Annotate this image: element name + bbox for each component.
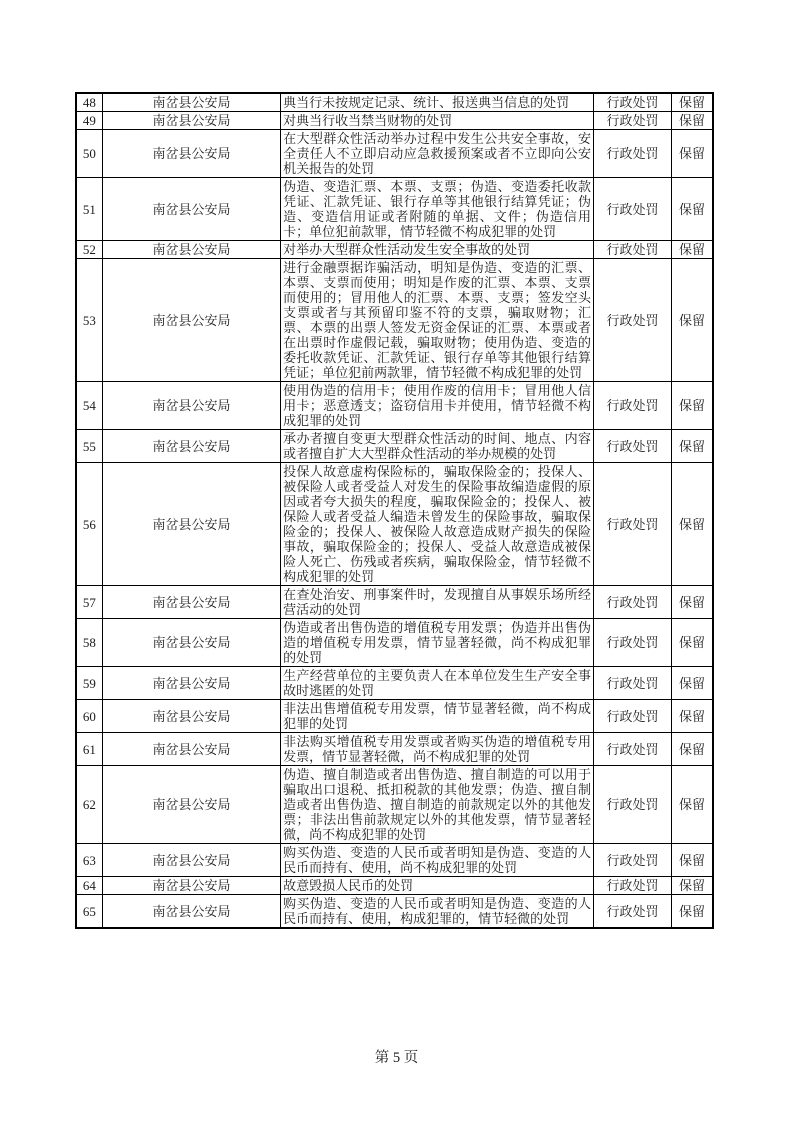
penalty-type-cell: 行政处罚 xyxy=(593,463,671,586)
row-number-cell: 61 xyxy=(76,733,102,766)
agency-cell: 南岔县公安局 xyxy=(102,241,280,259)
penalty-items-table xyxy=(75,92,714,929)
penalty-item-cell: 购买伪造、变造的人民币或者明知是伪造、变造的人民币而持有、使用，构成犯罪的，情节轻微的处罚 xyxy=(281,895,594,929)
row-number-cell: 57 xyxy=(76,586,102,619)
penalty-type-cell: 行政处罚 xyxy=(593,382,671,430)
retention-status-cell: 保留 xyxy=(671,844,713,877)
penalty-type-cell: 行政处罚 xyxy=(593,93,671,112)
agency-cell: 南岔县公安局 xyxy=(102,733,280,766)
retention-status-cell: 保留 xyxy=(671,667,713,700)
row-number-cell: 51 xyxy=(76,178,102,241)
agency-cell: 南岔县公安局 xyxy=(102,667,280,700)
penalty-item-cell: 典当行未按规定记录、统计、报送典当信息的处罚 xyxy=(281,93,594,112)
row-number-cell: 50 xyxy=(76,130,102,178)
retention-status-cell: 保留 xyxy=(671,766,713,844)
row-number-cell: 58 xyxy=(76,619,102,667)
penalty-item-cell: 伪造或者出售伪造的增值税专用发票；伪造并出售伪造的增值税专用发票，情节显著轻微，尚不构成犯罪的处罚 xyxy=(281,619,594,667)
table-row xyxy=(76,844,713,877)
table-row xyxy=(76,877,713,895)
table-row xyxy=(76,130,713,178)
agency-cell: 南岔县公安局 xyxy=(102,895,280,929)
agency-cell: 南岔县公安局 xyxy=(102,178,280,241)
agency-cell: 南岔县公安局 xyxy=(102,586,280,619)
table-row xyxy=(76,259,713,382)
retention-status-cell: 保留 xyxy=(671,241,713,259)
penalty-item-cell: 购买伪造、变造的人民币或者明知是伪造、变造的人民币而持有、使用，尚不构成犯罪的处罚 xyxy=(281,844,594,877)
table-row xyxy=(76,463,713,586)
retention-status-cell: 保留 xyxy=(671,93,713,112)
agency-cell: 南岔县公安局 xyxy=(102,112,280,130)
table-row xyxy=(76,895,713,929)
penalty-item-cell: 伪造、擅自制造或者出售伪造、擅自制造的可以用于骗取出口退税、抵扣税款的其他发票；伪造、擅自制造或者出售伪造、擅自制造的前款规定以外的其他发票；非法出售前款规定以外的其他发票，情节显著轻微，尚不构成犯罪的处罚 xyxy=(281,766,594,844)
table-row xyxy=(76,112,713,130)
agency-cell: 南岔县公安局 xyxy=(102,463,280,586)
retention-status-cell: 保留 xyxy=(671,586,713,619)
row-number-cell: 65 xyxy=(76,895,102,929)
penalty-item-cell: 承办者擅自变更大型群众性活动的时间、地点、内容或者擅自扩大大型群众性活动的举办规模的处罚 xyxy=(281,430,594,463)
table-row xyxy=(76,178,713,241)
row-number-cell: 60 xyxy=(76,700,102,733)
retention-status-cell: 保留 xyxy=(671,259,713,382)
agency-cell: 南岔县公安局 xyxy=(102,430,280,463)
page-number-footer: 第 5 页 xyxy=(374,1050,419,1066)
agency-cell: 南岔县公安局 xyxy=(102,844,280,877)
agency-cell: 南岔县公安局 xyxy=(102,619,280,667)
penalty-type-cell: 行政处罚 xyxy=(593,700,671,733)
retention-status-cell: 保留 xyxy=(671,733,713,766)
penalty-type-cell: 行政处罚 xyxy=(593,586,671,619)
table-row xyxy=(76,766,713,844)
retention-status-cell: 保留 xyxy=(671,700,713,733)
table-row xyxy=(76,733,713,766)
table-row xyxy=(76,430,713,463)
row-number-cell: 49 xyxy=(76,112,102,130)
row-number-cell: 52 xyxy=(76,241,102,259)
penalty-item-cell: 非法购买增值税专用发票或者购买伪造的增值税专用发票，情节显著轻微，尚不构成犯罪的处罚 xyxy=(281,733,594,766)
table-row xyxy=(76,241,713,259)
penalty-type-cell: 行政处罚 xyxy=(593,259,671,382)
agency-cell: 南岔县公安局 xyxy=(102,877,280,895)
penalty-item-cell: 对典当行收当禁当财物的处罚 xyxy=(281,112,594,130)
agency-cell: 南岔县公安局 xyxy=(102,259,280,382)
agency-cell: 南岔县公安局 xyxy=(102,93,280,112)
penalty-type-cell: 行政处罚 xyxy=(593,178,671,241)
row-number-cell: 48 xyxy=(76,93,102,112)
retention-status-cell: 保留 xyxy=(671,112,713,130)
penalty-type-cell: 行政处罚 xyxy=(593,844,671,877)
penalty-type-cell: 行政处罚 xyxy=(593,667,671,700)
penalty-type-cell: 行政处罚 xyxy=(593,112,671,130)
agency-cell: 南岔县公安局 xyxy=(102,130,280,178)
table-row xyxy=(76,667,713,700)
penalty-type-cell: 行政处罚 xyxy=(593,241,671,259)
table-row xyxy=(76,93,713,112)
penalty-item-cell: 故意毁损人民币的处罚 xyxy=(281,877,594,895)
retention-status-cell: 保留 xyxy=(671,178,713,241)
row-number-cell: 64 xyxy=(76,877,102,895)
penalty-type-cell: 行政处罚 xyxy=(593,619,671,667)
row-number-cell: 59 xyxy=(76,667,102,700)
penalty-item-cell: 生产经营单位的主要负责人在本单位发生生产安全事故时逃匿的处罚 xyxy=(281,667,594,700)
penalty-item-cell: 在查处治安、刑事案件时，发现擅自从事娱乐场所经营活动的处罚 xyxy=(281,586,594,619)
row-number-cell: 62 xyxy=(76,766,102,844)
penalty-type-cell: 行政处罚 xyxy=(593,877,671,895)
retention-status-cell: 保留 xyxy=(671,463,713,586)
penalty-item-cell: 进行金融票据诈骗活动，明知是伪造、变造的汇票、本票、支票而使用；明知是作废的汇票、本票、支票而使用的；冒用他人的汇票、本票、支票；签发空头支票或者与其预留印鉴不符的支票，骗取财物；汇票、本票的出票人签发无资金保证的汇票、本票或者在出票时作虚假记载，骗取财物；使用伪造、变造的委托收款凭证、汇款凭证、银行存单等其他银行结算凭证；单位犯前两款罪，情节轻微不构成犯罪的处罚 xyxy=(281,259,594,382)
penalty-type-cell: 行政处罚 xyxy=(593,430,671,463)
penalty-item-cell: 使用伪造的信用卡；使用作废的信用卡；冒用他人信用卡；恶意透支；盗窃信用卡并使用，情节轻微不构成犯罪的处罚 xyxy=(281,382,594,430)
retention-status-cell: 保留 xyxy=(671,895,713,929)
table-row xyxy=(76,586,713,619)
row-number-cell: 54 xyxy=(76,382,102,430)
penalty-type-cell: 行政处罚 xyxy=(593,895,671,929)
retention-status-cell: 保留 xyxy=(671,877,713,895)
retention-status-cell: 保留 xyxy=(671,130,713,178)
penalty-item-cell: 伪造、变造汇票、本票、支票；伪造、变造委托收款凭证、汇款凭证、银行存单等其他银行结算凭证；伪造、变造信用证或者附随的单据、文件；伪造信用卡；单位犯前款罪，情节轻微不构成犯罪的处罚 xyxy=(281,178,594,241)
agency-cell: 南岔县公安局 xyxy=(102,766,280,844)
agency-cell: 南岔县公安局 xyxy=(102,382,280,430)
penalty-item-cell: 非法出售增值税专用发票，情节显著轻微，尚不构成犯罪的处罚 xyxy=(281,700,594,733)
penalty-type-cell: 行政处罚 xyxy=(593,766,671,844)
row-number-cell: 56 xyxy=(76,463,102,586)
penalty-item-cell: 在大型群众性活动举办过程中发生公共安全事故，安全责任人不立即启动应急救援预案或者不立即向公安机关报告的处罚 xyxy=(281,130,594,178)
retention-status-cell: 保留 xyxy=(671,382,713,430)
table-row xyxy=(76,382,713,430)
table-row xyxy=(76,619,713,667)
row-number-cell: 55 xyxy=(76,430,102,463)
penalty-table-body xyxy=(76,93,713,928)
row-number-cell: 53 xyxy=(76,259,102,382)
table-row xyxy=(76,700,713,733)
penalty-type-cell: 行政处罚 xyxy=(593,733,671,766)
penalty-item-cell: 投保人故意虚构保险标的，骗取保险金的；投保人、被保险人或者受益人对发生的保险事故编造虚假的原因或者夸大损失的程度，骗取保险金的；投保人、被保险人或者受益人编造未曾发生的保险事故，骗取保险金的；投保人、被保险人故意造成财产损失的保险事故，骗取保险金的；投保人、受益人故意造成被保险人死亡、伤残或者疾病，骗取保险金，情节轻微不构成犯罪的处罚 xyxy=(281,463,594,586)
retention-status-cell: 保留 xyxy=(671,430,713,463)
penalty-type-cell: 行政处罚 xyxy=(593,130,671,178)
penalty-item-cell: 对举办大型群众性活动发生安全事故的处罚 xyxy=(281,241,594,259)
agency-cell: 南岔县公安局 xyxy=(102,700,280,733)
row-number-cell: 63 xyxy=(76,844,102,877)
retention-status-cell: 保留 xyxy=(671,619,713,667)
